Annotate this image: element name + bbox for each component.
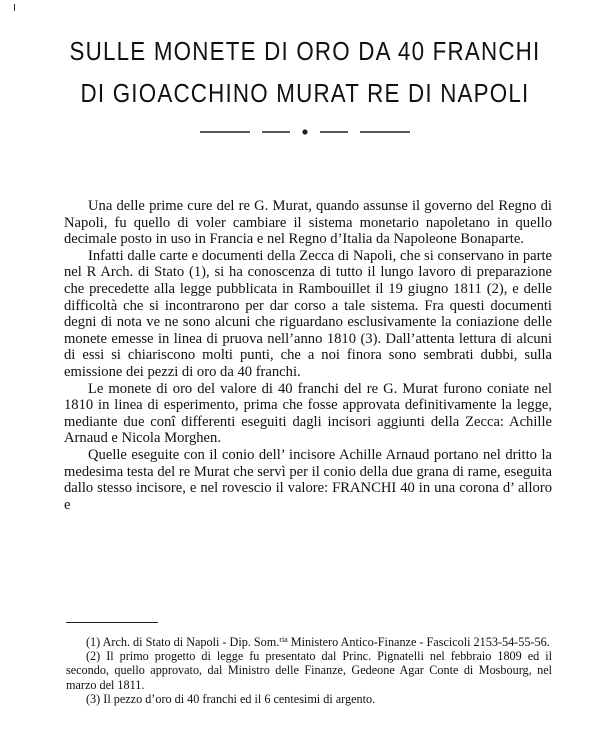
footnote-divider: [66, 622, 158, 623]
footnote-3: (3) Il pezzo d’oro di 40 franchi ed il 6 centesimi di argento.: [86, 691, 376, 706]
footnote-1: [66, 635, 552, 649]
paragraph: Una delle prime cure del re G. Murat, quando assunse il governo del Regno di Napoli, fu quello di voler cambiare il sistema monetario napoletano in quello decimale posto in uso in Francia e nel Regno d’Italia da Napoleone Bonaparte.: [64, 198, 552, 248]
paragraph: Infatti dalle carte e documenti della Zecca di Napoli, che si conservano in parte nel R Arch. di Stato (1), si ha conoscenza di tutto il lungo lavoro di preparazione che precedette alla legge pubblicata in Rambouillet il 19 giugno 1811 (2), e delle difficoltà che si incontrarono per dar corso a tale sistema. Fra questi documenti degni di nota ve ne sono alcuni che riguardano esclusivamente la coniazione delle monete emesse in linea di pruova nell’anno 1810 (3). Dall’attenta lettura di alcuni di essi si chiariscono molti punti, che a noi finora sono sembrati dubbi, sulla emissione dei pezzi di oro da 40 franchi.: [64, 247, 552, 380]
paragraph: Quelle eseguite con il conio dell’ incisore Achille Arnaud portano nel dritto la medesima testa del re Murat che servì per il conio della due grana di rame, eseguita dallo stesso incisore, e nel rovescio il valore: FRANCHI 40 in una corona d’ alloro e: [64, 446, 552, 513]
page-title-line-1: SULLE MONETE DI ORO DA 40 FRANCHI: [69, 36, 541, 66]
footnote-2: (2) Il primo progetto di legge fu presentato dal Princ. Pignatelli nel febbraio 1809 ed il secondo, quello approvato, dal Ministro delle Finanze, Gedeone Agar Conte di Mosbourg, nel marzo del 1811.: [66, 649, 552, 692]
footnotes: [66, 635, 552, 706]
title-ornament: [0, 126, 610, 138]
footnote-1-text-end: Ministero Antico-Finanze - Fascicoli 2153-54-55-56.: [287, 635, 550, 649]
page-title-line-2: DI GIOACCHINO MURAT RE DI NAPOLI: [80, 78, 530, 108]
footnote-1-text: (1) Arch. di Stato di Napoli - Dip. Som.: [86, 635, 280, 649]
margin-mark: [14, 4, 15, 11]
footnote-1-superscript: ria: [279, 635, 288, 644]
article-body: [64, 198, 552, 513]
paragraph: Le monete di oro del valore di 40 franchi del re G. Murat furono coniate nel 1810 in linea di esperimento, prima che fosse approvata definitivamente la legge, mediante due conî differenti eseguiti dagli incisori aggiunti della Zecca: Achille Arnaud e Nicola Morghen.: [64, 380, 552, 447]
